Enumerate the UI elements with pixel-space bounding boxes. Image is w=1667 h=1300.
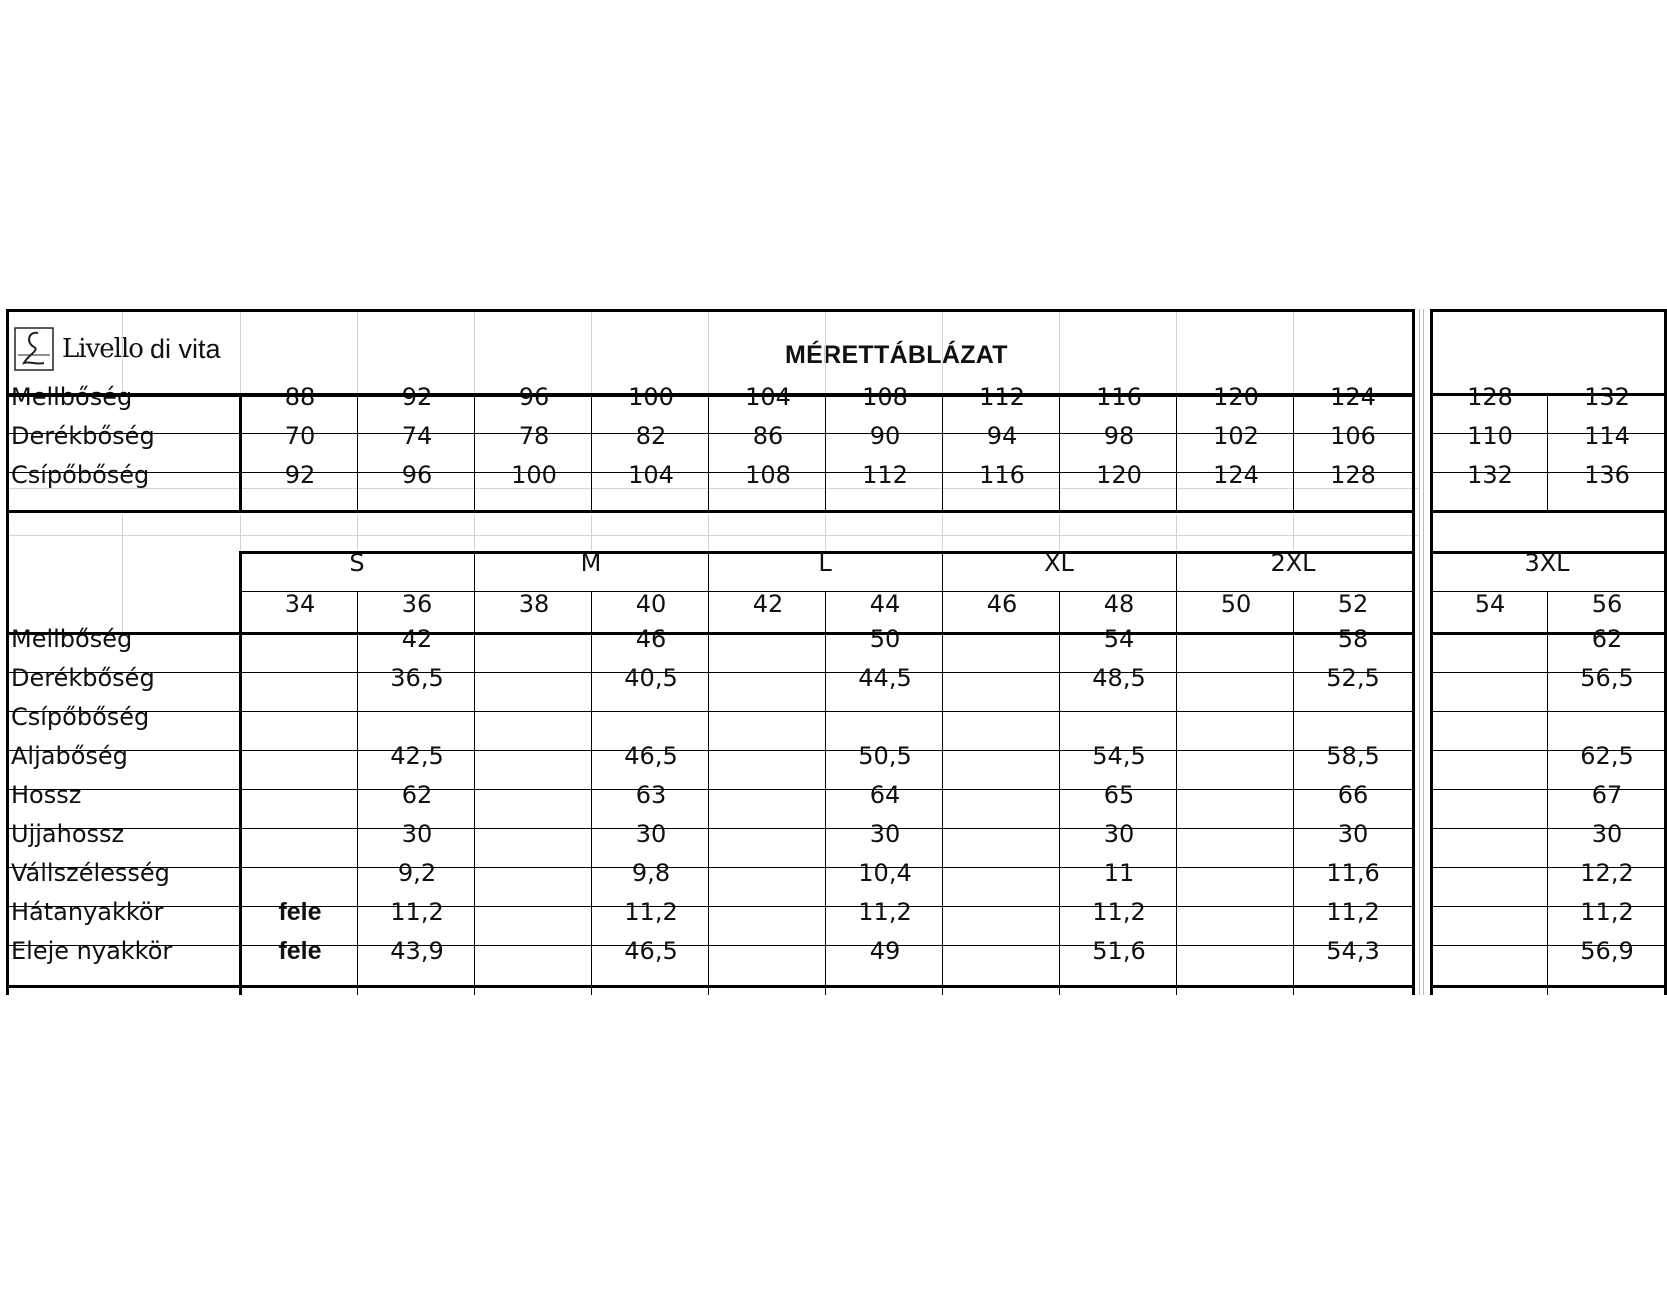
table-border — [6, 472, 1414, 473]
table-cell: 120 — [1096, 461, 1142, 489]
row-label: Mellbőség — [11, 625, 133, 653]
size-number-header: 36 — [401, 590, 433, 618]
row-label: Vállszélesség — [11, 859, 170, 887]
table-cell: 40,5 — [624, 664, 678, 692]
table-cell: 11,2 — [858, 898, 912, 926]
table-border — [1176, 551, 1177, 995]
table-border — [6, 393, 1414, 396]
table-cell: 64 — [869, 781, 901, 809]
table-border — [6, 433, 1414, 434]
table-border — [6, 309, 1414, 312]
table-cell: 82 — [635, 422, 667, 450]
sheet-gridline — [1176, 515, 1177, 552]
row-label: Hátanyakkör — [11, 898, 164, 926]
table-border — [1430, 828, 1667, 829]
table-border — [1430, 867, 1667, 868]
table-cell: 46,5 — [624, 937, 678, 965]
table-border — [6, 632, 1414, 635]
table-cell: 96 — [518, 383, 550, 411]
table-cell: 124 — [1330, 383, 1376, 411]
table-border — [1430, 750, 1667, 751]
table-border — [942, 551, 943, 995]
row-label: Derékbőség — [11, 422, 155, 450]
table-cell: 36,5 — [390, 664, 444, 692]
table-border — [1059, 591, 1060, 995]
table-cell: 120 — [1213, 383, 1259, 411]
table-border — [6, 985, 1414, 988]
table-border — [1430, 945, 1667, 946]
table-cell: 30 — [635, 820, 667, 848]
table-cell: 30 — [1103, 820, 1135, 848]
table-cell: 30 — [869, 820, 901, 848]
sheet-gridline — [122, 515, 123, 635]
table-cell: 94 — [986, 422, 1018, 450]
table-cell: 46,5 — [624, 742, 678, 770]
size-number-header: 50 — [1220, 590, 1252, 618]
table-cell: 70 — [284, 422, 316, 450]
sheet-gridline — [591, 515, 592, 552]
sheet-gridline — [825, 310, 826, 396]
sheet-gridline — [825, 515, 826, 552]
row-label: Csípőbőség — [11, 461, 150, 489]
table-cell: 11 — [1103, 859, 1135, 887]
sheet-gridline — [357, 310, 358, 396]
table-cell: 108 — [862, 383, 908, 411]
table-cell: 11,2 — [1326, 898, 1380, 926]
table-cell: 128 — [1467, 383, 1513, 411]
table-cell: 102 — [1213, 422, 1259, 450]
table-border — [1293, 393, 1294, 512]
table-cell: 11,2 — [1092, 898, 1146, 926]
row-label: Ujjahossz — [11, 820, 125, 848]
brand-subtitle: di vita — [149, 333, 221, 364]
row-label: Derékbőség — [11, 664, 155, 692]
table-cell: 108 — [745, 461, 791, 489]
sheet-gridline — [8, 535, 1418, 536]
sheet-gridline — [1059, 515, 1060, 552]
row-label: Aljabőség — [11, 742, 128, 770]
table-cell: 66 — [1337, 781, 1369, 809]
table-cell: 110 — [1467, 422, 1513, 450]
sheet-gridline — [474, 310, 475, 396]
table-cell: 42,5 — [390, 742, 444, 770]
size-number-header: 40 — [635, 590, 667, 618]
table-border — [6, 396, 1414, 397]
table-cell: 128 — [1330, 461, 1376, 489]
table-cell: 136 — [1584, 461, 1630, 489]
table-cell: 65 — [1103, 781, 1135, 809]
table-border — [1430, 632, 1667, 635]
table-border — [474, 551, 475, 995]
table-cell: 132 — [1584, 383, 1630, 411]
table-cell: 104 — [628, 461, 674, 489]
table-border — [6, 672, 1414, 673]
table-cell: 44,5 — [858, 664, 912, 692]
table-border — [239, 393, 242, 512]
sheet-gridline — [591, 310, 592, 396]
size-number-header: 56 — [1591, 590, 1623, 618]
table-cell: 96 — [401, 461, 433, 489]
table-cell: 86 — [752, 422, 784, 450]
size-number-header: 44 — [869, 590, 901, 618]
table-cell: 52,5 — [1326, 664, 1380, 692]
table-cell: 50 — [869, 625, 901, 653]
table-border — [6, 309, 9, 995]
table-cell: 30 — [1591, 820, 1623, 848]
table-cell: 50,5 — [858, 742, 912, 770]
table-cell: 116 — [979, 461, 1025, 489]
table-cell: 63 — [635, 781, 667, 809]
table-cell: 10,4 — [858, 859, 912, 887]
table-cell: 112 — [862, 461, 908, 489]
table-cell: 54 — [1103, 625, 1135, 653]
table-cell: 62 — [401, 781, 433, 809]
sheet-gridline — [942, 515, 943, 552]
livello-monogram-icon — [14, 327, 54, 371]
table-border — [6, 510, 1414, 513]
table-border — [591, 393, 592, 512]
table-border — [1430, 906, 1667, 907]
table-cell: 90 — [869, 422, 901, 450]
table-cell: 67 — [1591, 781, 1623, 809]
table-cell: 30 — [401, 820, 433, 848]
sheet-gridline — [708, 310, 709, 396]
table-cell: 43,9 — [390, 937, 444, 965]
table-border — [708, 393, 709, 512]
table-border — [1293, 591, 1294, 995]
table-border — [1430, 591, 1667, 592]
table-border — [1430, 672, 1667, 673]
table-cell: 11,6 — [1326, 859, 1380, 887]
table-cell: 58,5 — [1326, 742, 1380, 770]
size-number-header: 54 — [1474, 590, 1506, 618]
sheet-gridline — [1293, 310, 1294, 396]
table-cell: 74 — [401, 422, 433, 450]
size-number-header: 42 — [752, 590, 784, 618]
size-number-header: 46 — [986, 590, 1018, 618]
table-border — [708, 551, 709, 995]
size-number-header: 48 — [1103, 590, 1135, 618]
table-cell: fele — [278, 937, 322, 965]
table-cell: 88 — [284, 383, 316, 411]
table-cell: 92 — [284, 461, 316, 489]
table-cell: 54,3 — [1326, 937, 1380, 965]
table-cell: 49 — [869, 937, 901, 965]
brand-name: Livello — [62, 334, 143, 364]
table-border — [474, 393, 475, 512]
table-border — [6, 945, 1414, 946]
size-group-header: 3XL — [1524, 549, 1570, 577]
table-cell: 62,5 — [1580, 742, 1634, 770]
table-border — [825, 393, 826, 512]
table-cell: 11,2 — [1580, 898, 1634, 926]
table-cell: 51,6 — [1092, 937, 1146, 965]
table-cell: 58 — [1337, 625, 1369, 653]
table-border — [1430, 393, 1667, 396]
table-cell: 100 — [628, 383, 674, 411]
table-border — [1430, 551, 1667, 554]
table-cell: 48,5 — [1092, 664, 1146, 692]
sheet-gridline — [474, 515, 475, 552]
sheet-gridline — [708, 515, 709, 552]
table-border — [6, 711, 1414, 712]
table-border — [1430, 472, 1667, 473]
table-border — [942, 393, 943, 512]
size-number-header: 52 — [1337, 590, 1369, 618]
sheet-gridline — [8, 488, 1418, 489]
row-label: Csípőbőség — [11, 703, 150, 731]
size-group-header: XL — [1044, 549, 1074, 577]
table-border — [6, 750, 1414, 751]
row-label: Eleje nyakkör — [11, 937, 173, 965]
table-border — [6, 828, 1414, 829]
sheet-gridline — [1059, 310, 1060, 396]
table-border — [1430, 985, 1667, 988]
table-border — [239, 551, 242, 995]
size-group-header: 2XL — [1270, 549, 1316, 577]
table-border — [240, 591, 1412, 592]
table-border — [357, 393, 358, 512]
table-border — [1059, 393, 1060, 512]
table-cell: 12,2 — [1580, 859, 1634, 887]
table-cell: 56,5 — [1580, 664, 1634, 692]
table-border — [1430, 789, 1667, 790]
table-cell: 100 — [511, 461, 557, 489]
size-group-header: L — [818, 549, 832, 577]
table-border — [1547, 591, 1548, 995]
table-cell: 54,5 — [1092, 742, 1146, 770]
table-border — [1176, 393, 1177, 512]
size-number-header: 34 — [284, 590, 316, 618]
table-border — [6, 906, 1414, 907]
table-cell: 78 — [518, 422, 550, 450]
page-title: MÉRETTÁBLÁZAT — [785, 341, 1008, 369]
row-label: Hossz — [11, 781, 82, 809]
table-cell: 114 — [1584, 422, 1630, 450]
table-cell: 30 — [1337, 820, 1369, 848]
sheet-gridline — [357, 515, 358, 552]
table-cell: 106 — [1330, 422, 1376, 450]
table-cell: 42 — [401, 625, 433, 653]
table-border — [1412, 309, 1415, 995]
brand-logo — [14, 326, 221, 372]
table-separator — [1423, 309, 1424, 995]
table-cell: 9,2 — [397, 859, 437, 887]
table-cell: 116 — [1096, 383, 1142, 411]
table-border — [1430, 309, 1433, 995]
table-border — [357, 591, 358, 995]
table-cell: 62 — [1591, 625, 1623, 653]
size-group-header: M — [580, 549, 602, 577]
table-border — [825, 591, 826, 995]
table-cell: 92 — [401, 383, 433, 411]
sheet-gridline — [942, 310, 943, 396]
table-cell: 11,2 — [624, 898, 678, 926]
table-cell: 132 — [1467, 461, 1513, 489]
table-cell: 11,2 — [390, 898, 444, 926]
size-group-header: S — [349, 549, 365, 577]
table-cell: 46 — [635, 625, 667, 653]
table-border — [1430, 433, 1667, 434]
table-border — [1547, 393, 1548, 512]
sheet-gridline — [240, 515, 241, 552]
table-border — [6, 867, 1414, 868]
row-label: Mellbőség — [11, 383, 133, 411]
table-separator — [1419, 309, 1420, 995]
table-border — [1430, 309, 1667, 312]
table-border — [240, 551, 1412, 554]
table-cell: 56,9 — [1580, 937, 1634, 965]
sheet-gridline — [1176, 310, 1177, 396]
table-cell: fele — [278, 898, 322, 926]
table-border — [1430, 510, 1667, 513]
table-border — [591, 591, 592, 995]
table-border — [6, 789, 1414, 790]
table-cell: 124 — [1213, 461, 1259, 489]
sheet-gridline — [1293, 515, 1294, 552]
size-number-header: 38 — [518, 590, 550, 618]
table-cell: 98 — [1103, 422, 1135, 450]
table-cell: 9,8 — [631, 859, 671, 887]
table-cell: 112 — [979, 383, 1025, 411]
sheet-gridline — [240, 310, 241, 396]
table-border — [1430, 711, 1667, 712]
table-cell: 104 — [745, 383, 791, 411]
